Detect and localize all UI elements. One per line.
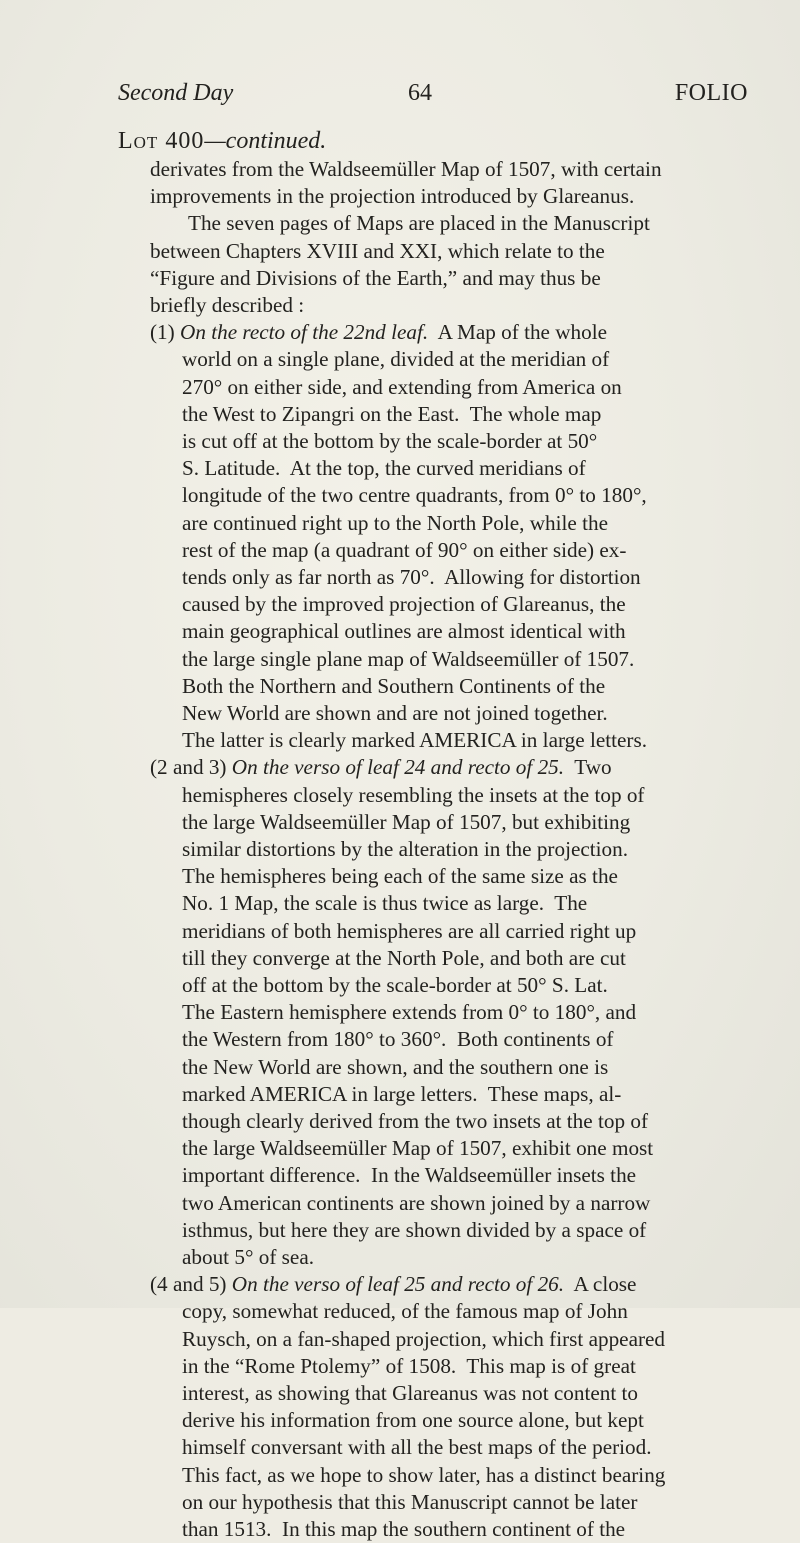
text-line (182, 782, 644, 809)
line-text: S. Latitude. At the top, the curved meridians of (182, 456, 586, 481)
leaf-reference: On the verso of leaf 25 and recto of 26. (231, 1272, 565, 1297)
text-line (182, 945, 626, 972)
text-line (150, 319, 607, 346)
text-line (182, 428, 597, 455)
text-line (182, 727, 647, 754)
lot-continued: —continued. (204, 128, 327, 154)
text-line (182, 809, 630, 836)
line-text: interest, as showing that Glareanus was not content to (182, 1381, 639, 1405)
line-text: meridians of both hemispheres are all carried right up (182, 918, 637, 943)
line-text: the large single plane map of Waldseemüller of 1507. (182, 646, 635, 671)
text-line (182, 918, 636, 945)
line-text: A close (564, 1272, 637, 1297)
line-text: The seven pages of Maps are placed in the Manuscript (188, 211, 650, 236)
leaf-reference: On the verso of leaf 24 and recto of 25. (231, 755, 565, 780)
text-line (182, 673, 605, 700)
line-text: the large Waldseemüller Map of 1507, exhibit one most (182, 1136, 654, 1161)
text-line (188, 210, 650, 237)
text-line (182, 700, 608, 727)
text-line (150, 183, 634, 210)
text-line (182, 972, 608, 999)
line-text: caused by the improved projection of Glareanus, the (182, 592, 626, 617)
line-text: are continued right up to the North Pole, while the (182, 510, 609, 535)
line-text: is cut off at the bottom by the scale-border at 50° (182, 429, 598, 453)
line-text: Ruysch, on a fan-shaped projection, which first appeared (182, 1326, 666, 1351)
line-text: “Figure and Divisions of the Earth,” and may thus be (150, 265, 601, 290)
text-line (182, 1434, 652, 1461)
text-line (150, 238, 605, 265)
line-text: copy, somewhat reduced, of the famous map of John (182, 1299, 628, 1324)
line-text: marked AMERICA in large letters. These maps, al- (182, 1081, 622, 1106)
text-line (182, 455, 586, 482)
line-text: The latter is clearly marked AMERICA in large letters. (182, 728, 648, 753)
text-line (182, 564, 641, 591)
text-line (182, 537, 626, 564)
text-line (182, 482, 647, 509)
text-line (182, 1244, 314, 1271)
line-text: world on a single plane, divided at the meridian of (182, 347, 610, 372)
page-number: 64 (408, 80, 432, 106)
text-line (182, 1081, 621, 1108)
line-text: important difference. In the Waldseemüller insets the (182, 1163, 637, 1188)
line-text: the large Waldseemüller Map of 1507, but exhibiting (182, 809, 631, 834)
text-line (182, 1380, 638, 1407)
text-line (182, 1217, 646, 1244)
line-text: similar distortions by the alteration in the projection. (182, 837, 629, 861)
line-text: tends only as far north as 70°. Allowing for distortion (182, 565, 641, 589)
line-text: though clearly derived from the two insets at the top of (182, 1109, 649, 1133)
lot-label: Lot 400 (118, 128, 205, 154)
text-line (182, 999, 636, 1026)
line-text: derive his information from one source alone, but kept (182, 1408, 644, 1433)
header-sale-day: Second Day (118, 80, 234, 106)
line-text: the West to Zipangri on the East. The whole map (182, 401, 602, 426)
text-line (182, 1054, 608, 1081)
text-line (182, 1326, 665, 1353)
text-line (182, 1162, 636, 1189)
line-text: The hemispheres being each of the same size as the (182, 864, 618, 889)
text-line (150, 1271, 636, 1298)
text-line (182, 591, 626, 618)
text-line (182, 836, 628, 863)
text-line (182, 1462, 665, 1489)
line-text: rest of the map (a quadrant of 90° on either side) ex- (182, 537, 627, 562)
line-text: hemispheres closely resembling the insets at the top of (182, 782, 645, 807)
text-line (182, 510, 608, 537)
leaf-reference: On the recto of the 22nd leaf. (180, 320, 429, 345)
line-text: the New World are shown, and the southern one is (182, 1054, 609, 1079)
line-text: himself conversant with all the best maps of the period. (182, 1435, 652, 1460)
lot-heading (118, 128, 326, 155)
text-line (182, 374, 622, 401)
text-line (182, 618, 626, 645)
text-line (182, 1489, 637, 1516)
line-text: improvements in the projection introduced by Glareanus. (150, 184, 635, 209)
text-line (182, 646, 634, 673)
text-line (182, 1190, 650, 1217)
line-text: than 1513. In this map the southern continent of the (182, 1517, 626, 1541)
text-line (182, 1407, 644, 1434)
line-text: in the “Rome Ptolemy” of 1508. This map is of great (182, 1353, 636, 1378)
line-text: 270° on either side, and extending from America on (182, 374, 622, 399)
line-text: off at the bottom by the scale-border at 50° S. Lat. (182, 973, 608, 997)
text-line (182, 1108, 648, 1135)
page-header (118, 80, 748, 114)
text-line (182, 890, 587, 917)
line-text: The Eastern hemisphere extends from 0° to 180°, and (182, 1000, 637, 1025)
line-text: This fact, as we hope to show later, has a distinct bearing (182, 1462, 666, 1487)
text-line (182, 346, 609, 373)
item-number: (1) (150, 320, 181, 345)
line-text: between Chapters XVIII and XXI, which relate to the (150, 238, 605, 263)
line-text: the Western from 180° to 360°. Both continents of (182, 1027, 614, 1052)
line-text: No. 1 Map, the scale is thus twice as large. The (182, 891, 588, 916)
text-line (150, 292, 304, 319)
line-text: till they converge at the North Pole, and both are cut (182, 945, 626, 970)
line-text: derivates from the Waldseemüller Map of 1507, with certain (150, 157, 662, 181)
text-line (182, 1026, 613, 1053)
line-text: Both the Northern and Southern Continents of the (182, 673, 606, 698)
line-text: New World are shown and are not joined together. (182, 701, 608, 725)
item-number: (4 and 5) (150, 1272, 232, 1297)
text-line (150, 754, 612, 781)
line-text: on our hypothesis that this Manuscript cannot be later (182, 1489, 638, 1514)
item-number: (2 and 3) (150, 755, 232, 780)
text-line (150, 156, 662, 183)
text-line (182, 1135, 653, 1162)
line-text: isthmus, but here they are shown divided by a space of (182, 1217, 647, 1242)
text-line (182, 863, 618, 890)
text-line (182, 1516, 625, 1543)
line-text: Two (564, 755, 612, 780)
line-text: main geographical outlines are almost identical with (182, 619, 626, 644)
line-text: longitude of the two centre quadrants, from 0° to 180°, (182, 483, 647, 508)
text-line (150, 265, 601, 292)
text-line (182, 1353, 636, 1380)
text-line (182, 401, 601, 428)
line-text: A Map of the whole (428, 320, 608, 345)
line-text: briefly described : (150, 293, 305, 317)
line-text: about 5° of sea. (182, 1245, 315, 1269)
header-format: FOLIO (674, 80, 748, 106)
text-line (182, 1298, 628, 1325)
line-text: two American continents are shown joined by a narrow (182, 1190, 651, 1215)
